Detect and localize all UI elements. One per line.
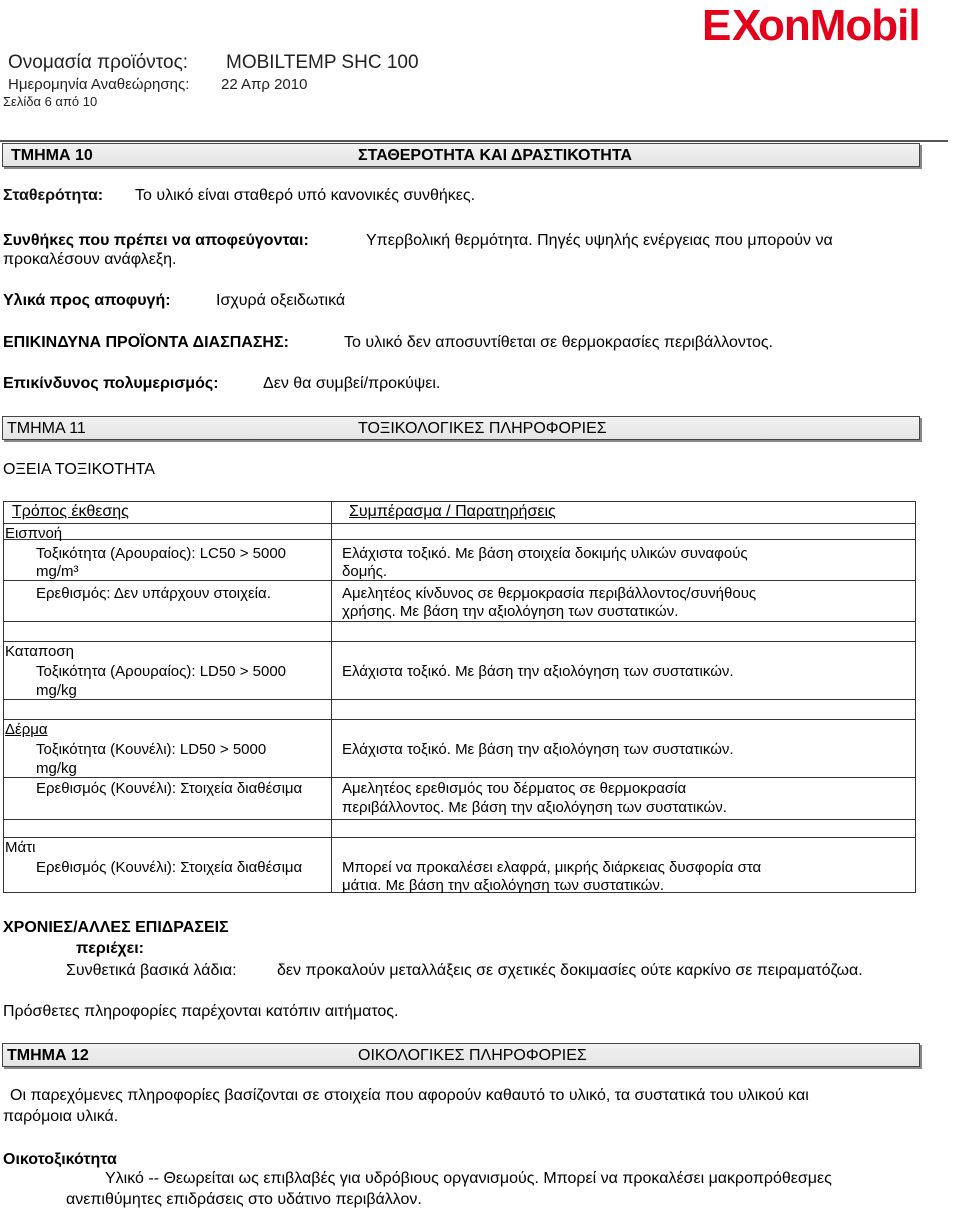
- table-row-line: [3, 719, 916, 720]
- ecotox-line2: ανεπιθύμητες επιδράσεις στο υδάτινο περιβάλλον.: [66, 1191, 422, 1208]
- product-label: Ονομασία προϊόντος:: [8, 52, 188, 73]
- skin-irr-conclusion-line2: περιβάλλοντος. Με βάση την αξιολόγηση των συστατικών.: [342, 799, 727, 816]
- revision-label: Ημερομηνία Αναθεώρησης:: [8, 76, 190, 93]
- inh-irr-conclusion-line1: Αμελητέος κίνδυνος σε θερμοκρασία περιβάλλοντος/συνήθους: [342, 585, 757, 602]
- contains-label: περιέχει:: [76, 940, 144, 957]
- chronic-heading: ΧΡΟΝΙΕΣ/ΑΛΛΕΣ ΕΠΙΔΡΑΣΕΙΣ: [3, 919, 229, 936]
- inh-tox-line1: Τοξικότητα (Αρουραίος): LC50 > 5000: [36, 545, 287, 562]
- table-row-line: [3, 580, 916, 581]
- avoid-value-line1: Υπερβολική θερμότητα. Πηγές υψηλής ενέργειας που μπορούν να: [366, 232, 833, 249]
- table-row-line: [3, 837, 916, 838]
- table-row-line: [3, 819, 916, 820]
- route-ingestion: Καταποση: [5, 643, 74, 660]
- toxicity-table: [3, 501, 919, 893]
- skin-tox-conclusion: Ελάχιστα τοξικό. Με βάση την αξιολόγηση των συστατικών.: [342, 741, 734, 758]
- table-row-line: [3, 777, 916, 778]
- materials-label: Υλικά προς αποφυγή:: [3, 292, 171, 309]
- page-number: Σελίδα 6 από 10: [3, 94, 98, 109]
- table-border-left: [3, 501, 4, 893]
- section-11-bar: [2, 416, 920, 440]
- ing-tox-line1: Τοξικότητα (Αρουραίος): LD50 > 5000: [36, 663, 287, 680]
- additional-info: Πρόσθετες πληροφορίες παρέχονται κατόπιν αιτήματος.: [3, 1003, 399, 1020]
- avoid-label: Συνθήκες που πρέπει να αποφεύγονται:: [3, 232, 309, 249]
- product-name: MOBILTEMP SHC 100: [226, 52, 419, 73]
- polymer-label: Επικίνδυνος πολυμερισμός:: [3, 375, 219, 392]
- table-row-line: [3, 621, 916, 622]
- section-11-number: ΤΜΗΜΑ 11: [7, 420, 86, 437]
- table-row-line: [3, 523, 916, 524]
- section-11-title: ΤΟΞΙΚΟΛΟΓΙΚΕΣ ΠΛΗΡΟΦΟΡΙΕΣ: [358, 420, 607, 437]
- decomp-label: ΕΠΙΚΙΝΔΥΝΑ ΠΡΟΪΟΝΤΑ ΔΙΑΣΠΑΣΗΣ:: [3, 334, 289, 351]
- inh-irritation: Ερεθισμός: Δεν υπάρχουν στοιχεία.: [36, 585, 271, 602]
- table-row-line: [3, 699, 916, 700]
- acute-toxicity-heading: ΟΞΕΙΑ ΤΟΞΙΚΟΤΗΤΑ: [3, 461, 155, 478]
- route-inhalation: Εισπνοή: [5, 525, 63, 542]
- stability-label: Σταθερότητα:: [3, 187, 104, 204]
- route-eye: Μάτι: [5, 839, 36, 856]
- section-10-title: ΣΤΑΘΕΡΟΤΗΤΑ ΚΑΙ ΔΡΑΣΤΙΚΟΤΗΤΑ: [358, 147, 632, 164]
- inh-irr-conclusion-line2: χρήσης. Με βάση την αξιολόγηση των συστατικών.: [342, 603, 679, 620]
- ing-tox-line2: mg/kg: [36, 682, 77, 699]
- decomp-value: Το υλικό δεν αποσυντίθεται σε θερμοκρασίες περιβάλλοντος.: [344, 334, 773, 351]
- section-12-number: ΤΜΗΜΑ 12: [7, 1047, 89, 1064]
- table-row-line: [3, 641, 916, 642]
- eye-irr-conclusion-line2: μάτια. Με βάση την αξιολόγηση των συστατικών.: [342, 877, 665, 894]
- skin-irr-conclusion-line1: Αμελητέος ερεθισμός του δέρματος σε θερμοκρασία: [342, 780, 687, 797]
- ecotox-heading: Οικοτοξικότητα: [3, 1151, 117, 1168]
- section-10-number: ΤΜΗΜΑ 10: [11, 147, 93, 164]
- table-border-right: [915, 501, 916, 893]
- stability-value: Το υλικό είναι σταθερό υπό κανονικές συνθήκες.: [135, 187, 476, 204]
- route-skin: Δέρμα: [5, 721, 48, 738]
- table-row-line: [3, 539, 916, 540]
- ecotox-line1: Υλικό -- Θεωρείται ως επιβλαβές για υδρόβιους οργανισμούς. Μπορεί να προκαλέσει μακροπρόθεσμες: [105, 1170, 832, 1187]
- section-10-bar: [2, 143, 920, 167]
- materials-value: Ισχυρά οξειδωτικά: [216, 292, 346, 309]
- exxonmobil-logo: [700, 0, 960, 48]
- section-12-title: ΟΙΚΟΛΟΓΙΚΕΣ ΠΛΗΡΟΦΟΡΙΕΣ: [358, 1047, 587, 1064]
- svg-text:X: X: [732, 1, 762, 48]
- header-divider: [0, 140, 948, 142]
- revision-date: 22 Απρ 2010: [221, 76, 308, 93]
- avoid-value-line2: προκαλέσουν ανάφλεξη.: [3, 251, 177, 268]
- skin-tox-line2: mg/kg: [36, 760, 77, 777]
- polymer-value: Δεν θα συμβεί/προκύψει.: [263, 375, 441, 392]
- section-12-bar: [2, 1043, 920, 1067]
- eco-intro-line1: Οι παρεχόμενες πληροφορίες βασίζονται σε στοιχεία που αφορούν καθαυτό το υλικό, τα συστατικά του υλικού και: [10, 1087, 809, 1104]
- inh-tox-conclusion-line1: Ελάχιστα τοξικό. Με βάση στοιχεία δοκιμής υλικών συναφούς: [342, 545, 748, 562]
- table-row-line: [3, 501, 916, 502]
- svg-text:onMobil: onMobil: [758, 1, 920, 48]
- svg-text:E: E: [702, 1, 731, 48]
- eco-intro-line2: παρόμοια υλικά.: [3, 1108, 119, 1125]
- col-header-conclusion: Συμπέρασμα / Παρατηρήσεις: [349, 503, 556, 520]
- inh-tox-conclusion-line2: δομής.: [342, 563, 388, 580]
- table-column-divider: [331, 501, 332, 893]
- base-oils-label: Συνθετικά βασικά λάδια:: [66, 962, 237, 979]
- skin-irritation: Ερεθισμός (Κουνέλι): Στοιχεία διαθέσιμα: [36, 780, 303, 797]
- eye-irr-conclusion-line1: Μπορεί να προκαλέσει ελαφρά, μικρής διάρκειας δυσφορία στα: [342, 859, 762, 876]
- eye-irritation: Ερεθισμός (Κουνέλι): Στοιχεία διαθέσιμα: [36, 859, 303, 876]
- base-oils-value: δεν προκαλούν μεταλλάξεις σε σχετικές δοκιμασίες ούτε καρκίνο σε πειραματόζωα.: [277, 962, 863, 979]
- skin-tox-line1: Τοξικότητα (Κουνέλι): LD50 > 5000: [36, 741, 267, 758]
- ing-tox-conclusion: Ελάχιστα τοξικό. Με βάση την αξιολόγηση των συστατικών.: [342, 663, 734, 680]
- inh-tox-line2: mg/m³: [36, 563, 79, 580]
- col-header-route: Τρόπος έκθεσης: [12, 503, 129, 520]
